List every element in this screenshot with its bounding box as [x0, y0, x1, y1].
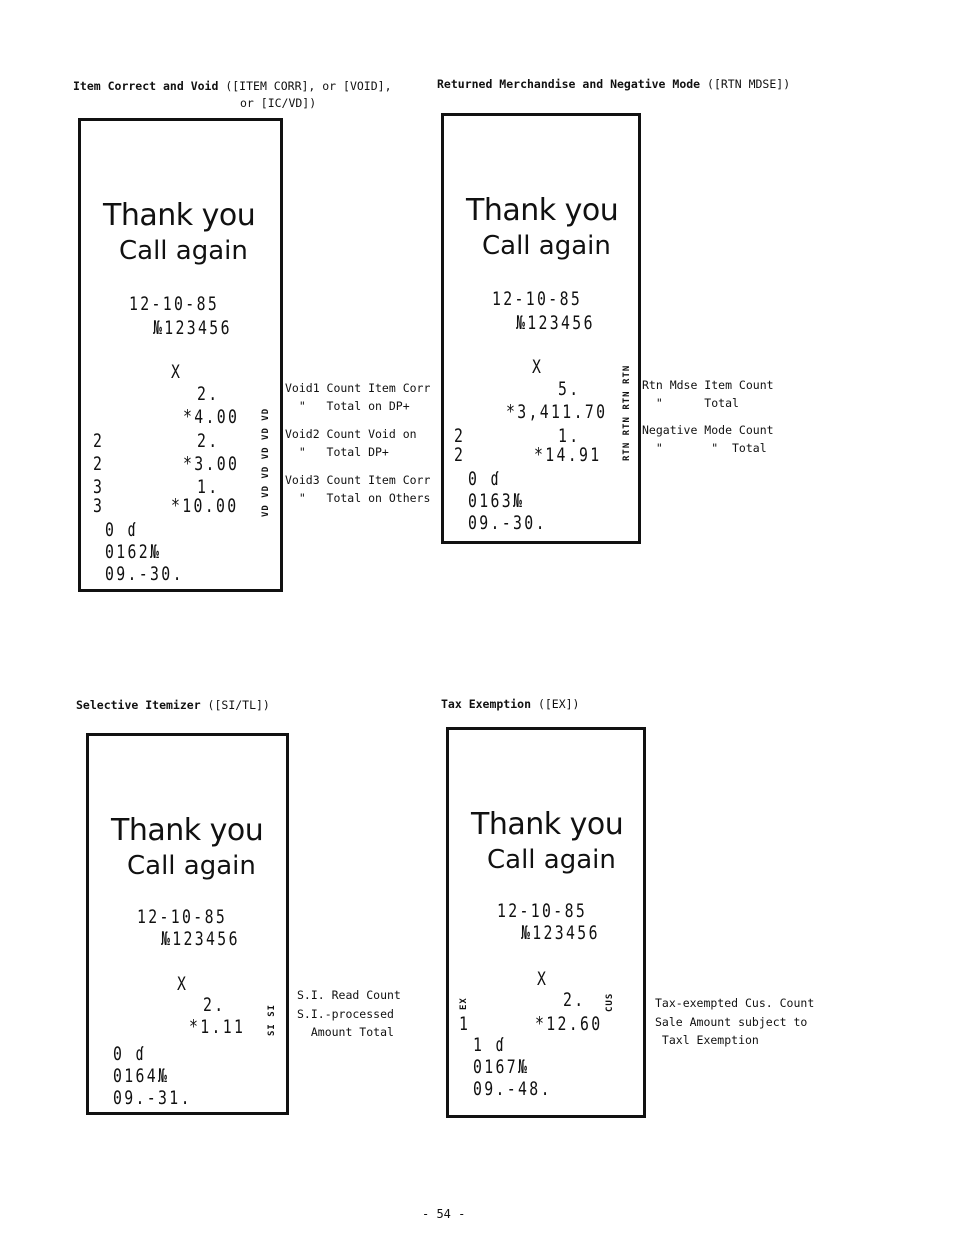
receipt-date: 12-10-85 [492, 288, 583, 310]
annotation: S.I.-processed [297, 1007, 394, 1021]
receipt-line-left: 2 [93, 430, 105, 452]
section-heading-tax-exemption: Tax Exemption ([EX]) [441, 697, 580, 711]
annotation: Void3 Count Item Corr [285, 473, 431, 487]
annotation: Rtn Mdse Item Count [642, 378, 774, 392]
annotation: " Total [642, 396, 739, 410]
receipt-footer-line: 0 ɗ [113, 1043, 147, 1065]
receipt-line-value: 2. [197, 383, 220, 405]
receipt-date: 12-10-85 [129, 293, 220, 315]
receipt-footer-line: 0 ɗ [468, 468, 502, 490]
receipt-line-value: *3,411.70 [506, 401, 608, 423]
receipt-thank-text: Thank you [111, 813, 264, 848]
annotation: Amount Total [297, 1025, 394, 1039]
receipt-line-value: 1. [558, 425, 581, 447]
receipt-line-left: 3 [93, 476, 105, 498]
receipt-line-value: *14.91 [534, 444, 602, 466]
page-number: - 54 - [422, 1207, 466, 1221]
receipt-side-code: SI SI [267, 1003, 277, 1036]
annotation: " Total on Others [285, 491, 431, 505]
receipt-selective-itemizer [86, 733, 289, 1115]
receipt-line-value: *3.00 [183, 453, 240, 475]
receipt-line-left: 2 [454, 444, 466, 466]
receipt-store-number: №123456 [516, 312, 595, 334]
receipt-line-value: *1.11 [189, 1016, 246, 1038]
receipt-tax-exemption [446, 727, 646, 1118]
receipt-side-code: VD VD VD VD VD VD [261, 407, 271, 517]
receipt-footer-line: 0 ɗ [105, 519, 139, 541]
receipt-thank-text: Thank you [466, 193, 619, 228]
receipt-line-value: 2. [197, 430, 220, 452]
receipt-line-value: *12.60 [535, 1013, 603, 1035]
annotation: " Total on DP+ [285, 399, 410, 413]
receipt-footer-line: 1 ɗ [473, 1034, 507, 1056]
receipt-footer-line: 0163№ [468, 490, 525, 512]
receipt-line-left: 1 [459, 1013, 471, 1035]
receipt-store-number: №123456 [161, 928, 240, 950]
receipt-line-left: 3 [93, 495, 105, 517]
receipt-footer-line: 09.-31. [113, 1087, 192, 1109]
annotation: Void2 Count Void on [285, 427, 417, 441]
receipt-item-correct [78, 118, 283, 592]
section-heading-returned-merchandise: Returned Merchandise and Negative Mode ([RTN MDSE]) [437, 77, 791, 91]
receipt-store-number: №123456 [153, 317, 232, 339]
annotation: Negative Mode Count [642, 423, 774, 437]
receipt-mode: X [171, 361, 183, 383]
receipt-date: 12-10-85 [497, 900, 588, 922]
receipt-footer-line: 0164№ [113, 1065, 170, 1087]
section-heading-selective-itemizer: Selective Itemizer ([SI/TL]) [76, 698, 270, 712]
annotation: " " Total [642, 441, 767, 455]
receipt-again-text: Call again [487, 845, 616, 875]
annotation: Tax-exempted Cus. Count [655, 996, 815, 1010]
receipt-line-value: *4.00 [183, 406, 240, 428]
section-heading-item-correct: Item Correct and Void ([ITEM CORR], or [VOID], [73, 79, 392, 93]
receipt-line-value: 1. [197, 476, 220, 498]
receipt-footer-line: 0167№ [473, 1056, 530, 1078]
annotation: Taxl Exemption [655, 1033, 759, 1047]
receipt-again-text: Call again [127, 851, 256, 881]
annotation: " Total DP+ [285, 445, 389, 459]
receipt-side-code: RTN RTN RTN RTN [622, 364, 632, 461]
annotation: S.I. Read Count [297, 988, 401, 1002]
receipt-line-value: 2. [203, 994, 226, 1016]
annotation: Sale Amount subject to [655, 1015, 808, 1029]
receipt-line-value: 5. [558, 378, 581, 400]
receipt-line-value: *10.00 [171, 495, 239, 517]
receipt-thank-text: Thank you [471, 807, 624, 842]
receipt-side-code: CUS [605, 992, 615, 1012]
receipt-line-left: 2 [454, 425, 466, 447]
receipt-footer-line: 09.-30. [105, 563, 184, 585]
receipt-footer-line: 09.-30. [468, 512, 547, 534]
receipt-again-text: Call again [482, 231, 611, 261]
receipt-mode: X [177, 973, 189, 995]
receipt-footer-line: 0162№ [105, 541, 162, 563]
receipt-left-code: EX [459, 997, 469, 1010]
receipt-date: 12-10-85 [137, 906, 228, 928]
receipt-thank-text: Thank you [103, 198, 256, 233]
receipt-line-left: 2 [93, 453, 105, 475]
receipt-mode: X [537, 968, 549, 990]
receipt-mode: X [532, 356, 544, 378]
receipt-footer-line: 09.-48. [473, 1078, 552, 1100]
receipt-again-text: Call again [119, 236, 248, 266]
annotation: Void1 Count Item Corr [285, 381, 431, 395]
receipt-returned-merchandise [441, 113, 641, 544]
receipt-store-number: №123456 [521, 922, 600, 944]
section-heading-item-correct-line2: or [IC/VD]) [240, 96, 317, 110]
receipt-line-value: 2. [563, 989, 586, 1011]
